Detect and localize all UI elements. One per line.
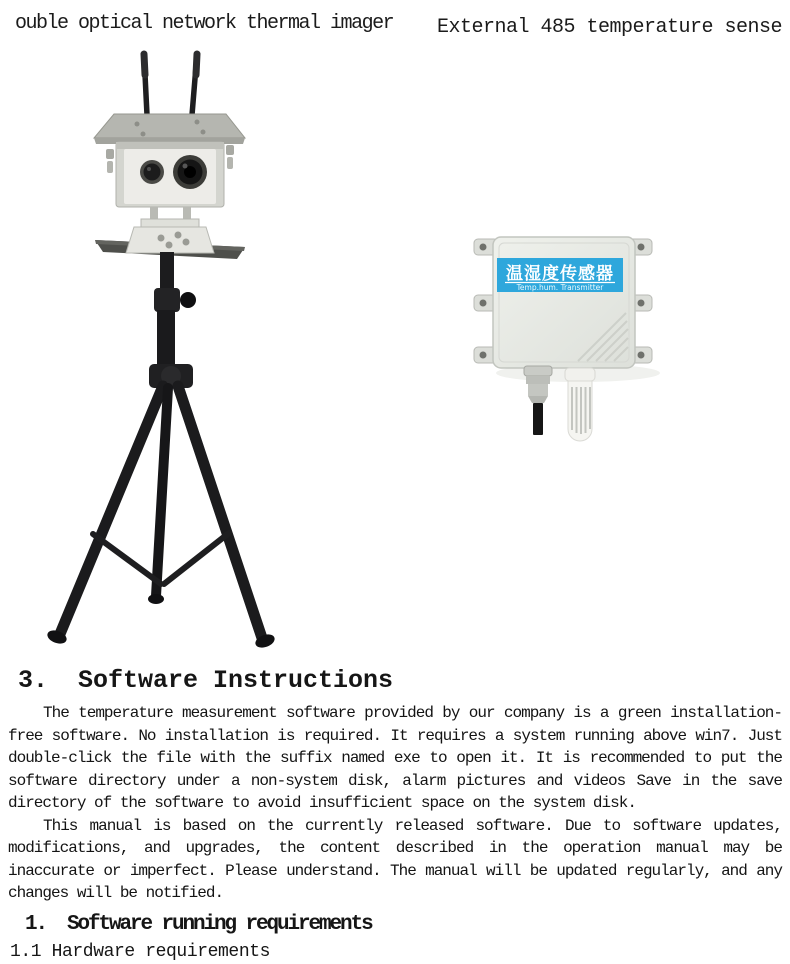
optical-lens-icon bbox=[173, 155, 207, 189]
camera-body bbox=[106, 142, 234, 207]
sensor-enclosure bbox=[493, 237, 635, 368]
section-heading-running-requirements: 1. Software running requirements bbox=[25, 912, 372, 936]
sensor-label bbox=[497, 258, 623, 292]
cable-gland bbox=[524, 366, 552, 435]
sensor-label-en: Temp.hum. Transmitter bbox=[516, 283, 604, 292]
thermal-imager-photo bbox=[30, 45, 400, 660]
tripod-column bbox=[154, 252, 196, 368]
thermal-lens-icon bbox=[140, 160, 164, 184]
antenna-icons bbox=[144, 54, 197, 115]
paragraph-manual-disclaimer: This manual is based on the currently released software. Due to software updates, modifications, and upgrades, the content described in the operation manual may be inaccurate or imperfect. Please understand. The manual will be updated regularly, and any changes will be notified. bbox=[8, 816, 782, 902]
figure-caption-thermal-imager: ouble optical network thermal imager bbox=[15, 12, 394, 35]
tripod bbox=[46, 364, 277, 650]
section-heading-software-instructions: 3. Software Instructions bbox=[18, 666, 394, 695]
paragraph-software-intro: The temperature measurement software provided by our company is a green installation-free software. No installation is required. It requires a system running above win7. Just double-click the file with the suffix named exe to open it. It is recommended to put the software directory under a non-system disk, alarm pictures and videos Save in the save directory of the software to avoid insufficient space on the system disk. bbox=[8, 704, 782, 812]
temperature-sensor-photo bbox=[450, 180, 700, 480]
section-heading-hardware-requirements: 1.1 Hardware requirements bbox=[10, 941, 271, 962]
manual-text bbox=[8, 666, 782, 964]
humidity-probe bbox=[565, 368, 595, 441]
sensor-label-cn: 温湿度传感器 bbox=[506, 264, 614, 284]
camera-mount-bracket bbox=[95, 207, 245, 259]
camera-sunshield bbox=[94, 114, 245, 144]
figure-caption-temp-sensor: External 485 temperature sense bbox=[437, 16, 783, 39]
